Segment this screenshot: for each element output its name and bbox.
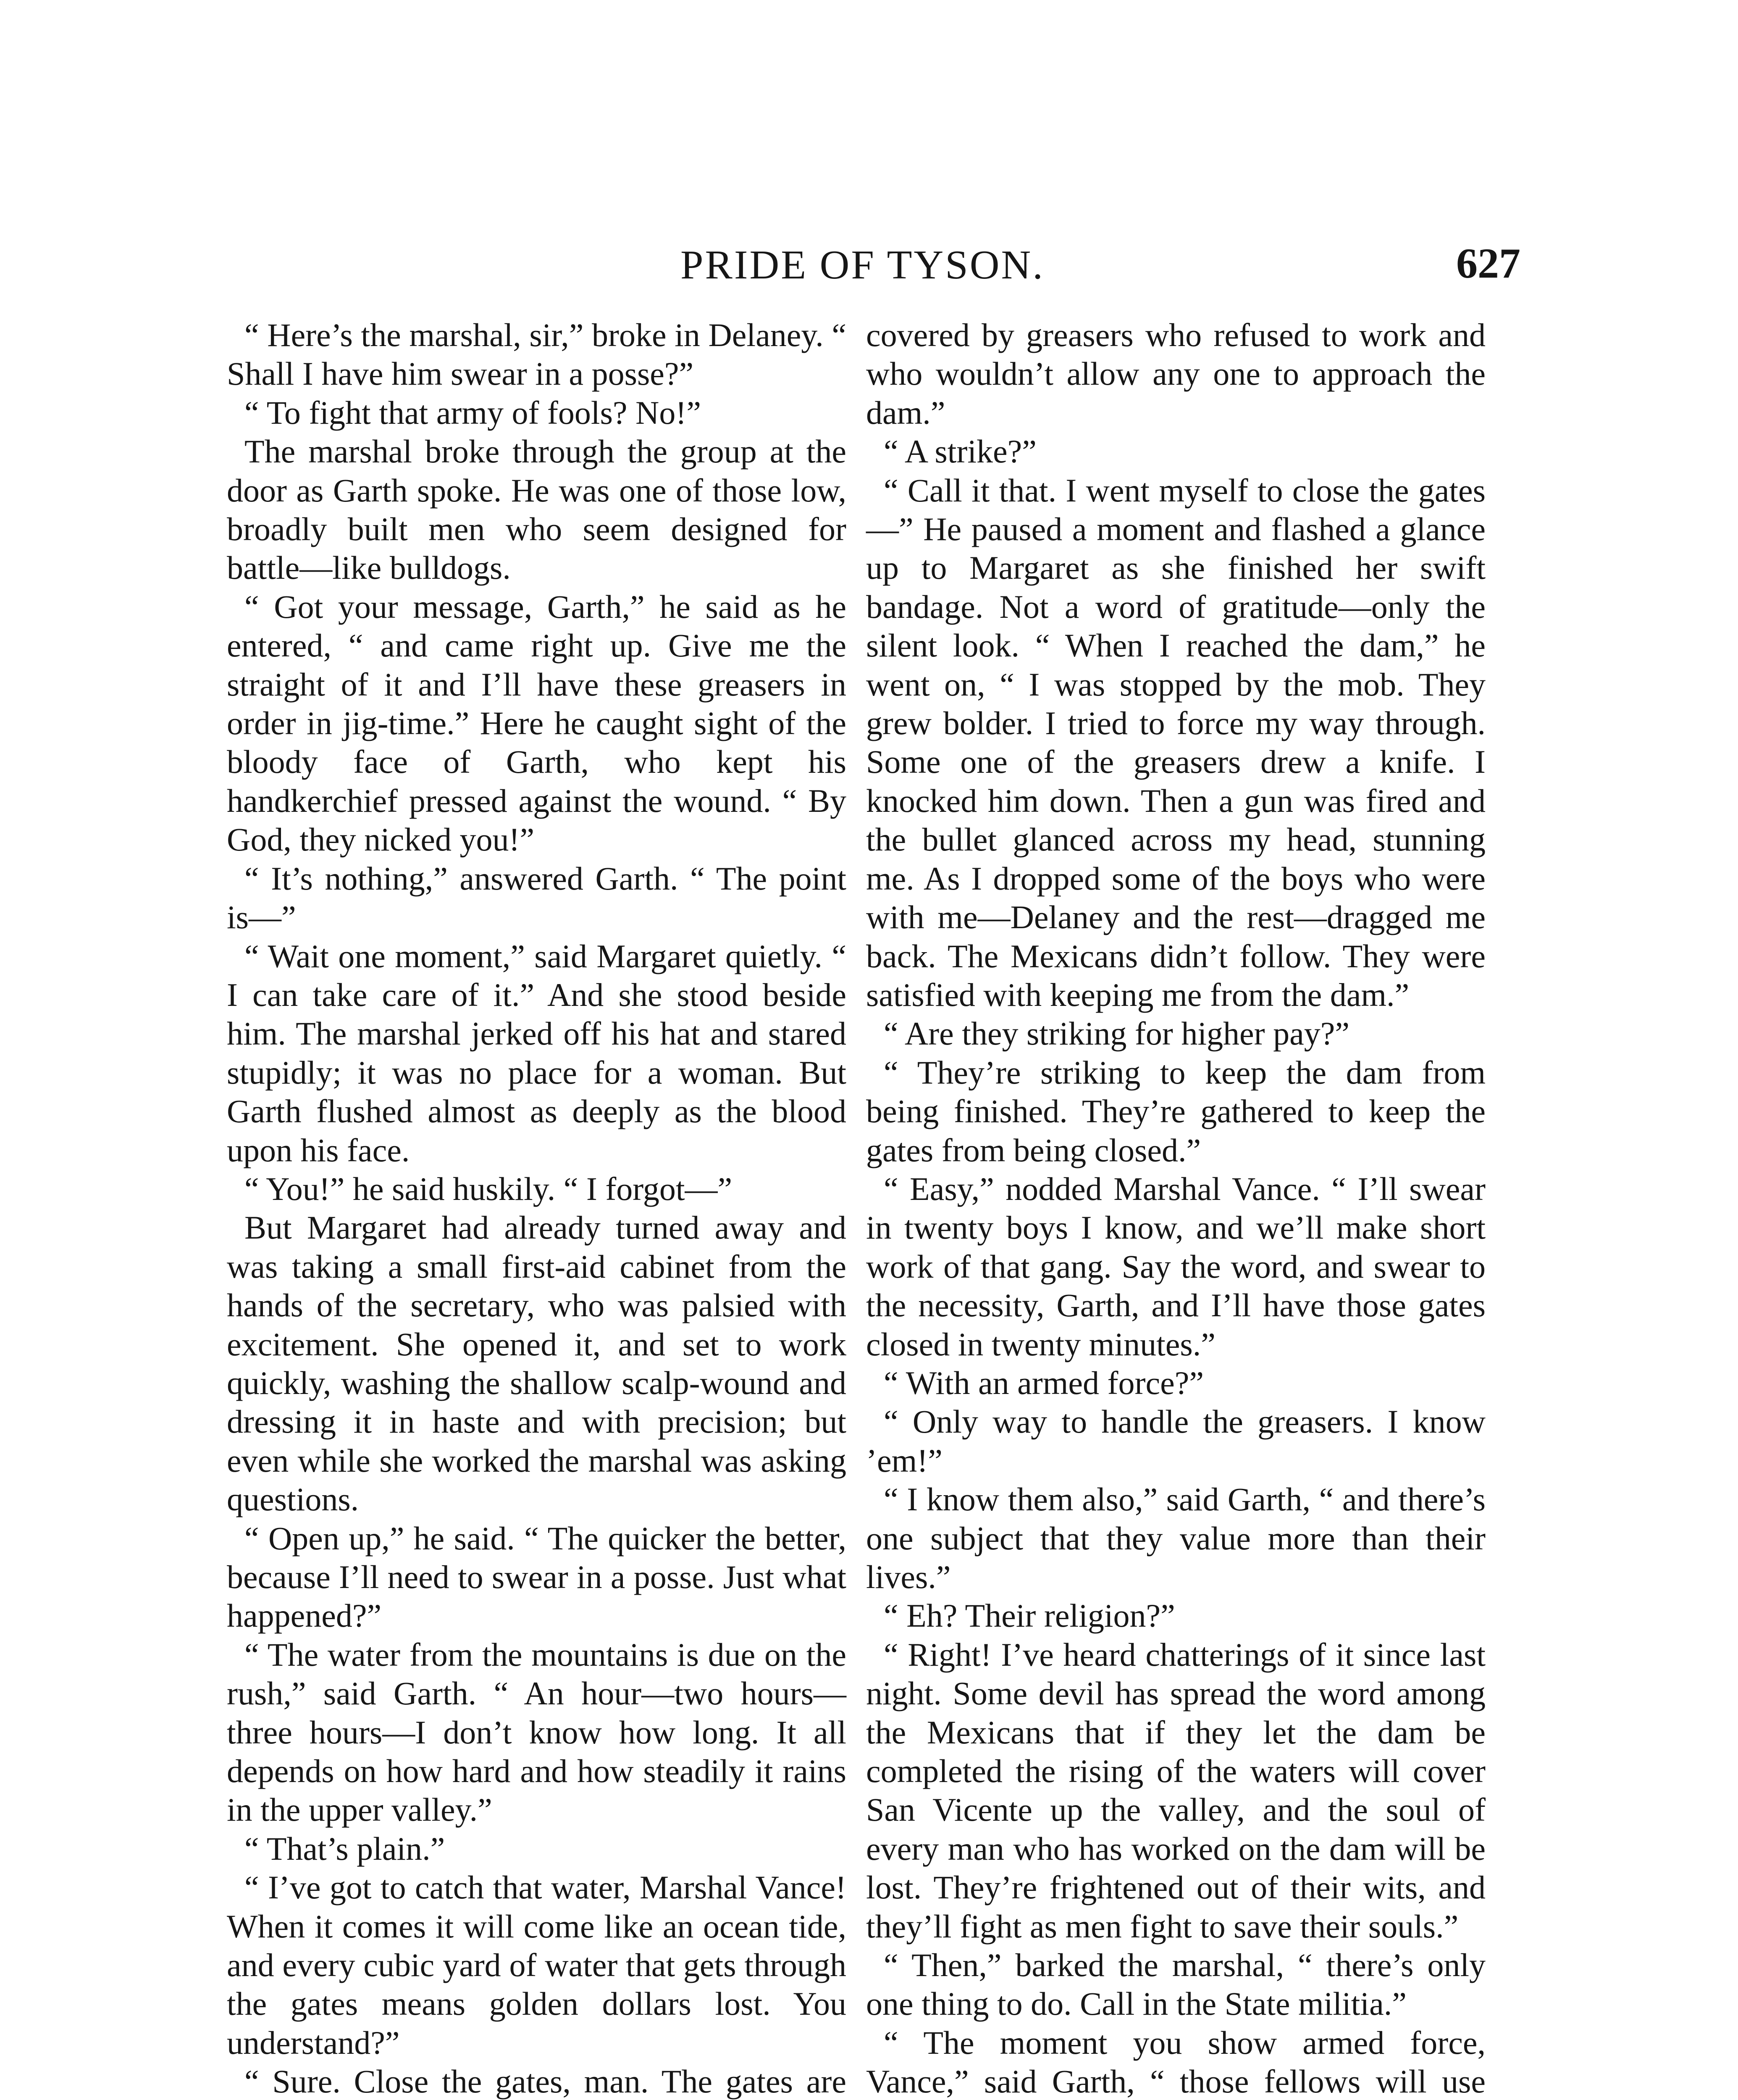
paragraph: “ It’s nothing,” answered Garth. “ The point is—” — [227, 860, 846, 936]
left-column — [227, 316, 846, 2100]
paragraph: “ They’re striking to keep the dam from being finished. They’re gathered to keep the gates from being closed.” — [866, 1054, 1486, 1168]
paragraph: “ Here’s the marshal, sir,” broke in Delaney. “ Shall I have him swear in a posse?” — [227, 317, 846, 392]
page-number: 627 — [1456, 240, 1520, 287]
paragraph: “ The moment you show armed force, Vance,” said Garth, “ those fellows will use — [866, 2024, 1486, 2100]
paragraph: “ A strike?” — [884, 433, 1037, 470]
paragraph: “ Eh? Their religion?” — [884, 1597, 1175, 1634]
paragraph-continuation: covered by greasers who refused to work and who wouldn’t allow any one to approach the dam.” — [866, 317, 1486, 431]
paragraph: “ Right! I’ve heard chatterings of it since last night. Some devil has spread the word among the Mexicans that if they let the dam be completed the rising of the waters will cover San Vicente up the valley, and the soul of every man who has worked on the dam will be lost. They’re frightened out of their wits, and they’ll fight as men fight to save their souls.” — [866, 1636, 1486, 1945]
right-column — [866, 316, 1486, 2100]
paragraph: “ Wait one moment,” said Margaret quietly. “ I can take care of it.” And she stood beside him. The marshal jerked off his hat and stared stupidly; it was no place for a woman. But Garth flushed almost as deeply as the blood upon his face. — [227, 937, 846, 1168]
paragraph: “ I know them also,” said Garth, “ and there’s one subject that they value more than their lives.” — [866, 1481, 1486, 1595]
paragraph: “ Sure. Close the gates, man. The gates are — [244, 2063, 846, 2100]
paragraph: “ You!” he said huskily. “ I forgot—” — [244, 1170, 732, 1207]
paragraph: “ Open up,” he said. “ The quicker the better, because I’ll need to swear in a posse. Just what happened?” — [227, 1520, 846, 1634]
paragraph: “ With an armed force?” — [884, 1364, 1204, 1401]
paragraph: “ Easy,” nodded Marshal Vance. “ I’ll swear in twenty boys I know, and we’ll make short work of that gang. Say the word, and swear to the necessity, Garth, and I’ll have those gates closed in twenty minutes.” — [866, 1170, 1486, 1362]
paragraph: “ That’s plain.” — [244, 1830, 445, 1867]
paragraph: The marshal broke through the group at the door as Garth spoke. He was one of those low, broadly built men who seem designed for battle—like bulldogs. — [227, 433, 846, 586]
running-title: PRIDE OF TYSON. — [680, 242, 1045, 288]
paragraph: “ Are they striking for higher pay?” — [884, 1015, 1349, 1052]
paragraph: “ To fight that army of fools? No!” — [244, 394, 701, 431]
paragraph: “ Call it that. I went myself to close the gates—” He paused a moment and flashed a glance up to Margaret as she finished her swift bandage. Not a word of gratitude—only the silent look. “ When I reached the dam,” he went on, “ I was stopped by the mob. They grew bolder. I tried to force my way through. Some one of the greasers drew a knife. I knocked him down. Then a gun was fired and the bullet glanced across my head, stunning me. As I dropped some of the boys who were with me—Delaney and the rest—dragged me back. The Mexicans didn’t follow. They were satisfied with keeping me from the dam.” — [866, 472, 1486, 1013]
paragraph: “ Got your message, Garth,” he said as he entered, “ and came right up. Give me the straight of it and I’ll have these greasers in order in jig-time.” Here he caught sight of the bloody face of Garth, who kept his handkerchief pressed against the wound. “ By God, they nicked you!” — [227, 588, 846, 858]
paragraph: “ I’ve got to catch that water, Marshal Vance! When it comes it will come like an ocean tide, and every cubic yard of water that gets through the gates means golden dollars lost. You understand?” — [227, 1869, 846, 2061]
page-header — [680, 242, 1520, 292]
paragraph: “ Only way to handle the greasers. I know ’em!” — [866, 1403, 1486, 1479]
paragraph: “ The water from the mountains is due on the rush,” said Garth. “ An hour—two hours—three hours—I don’t know how long. It all depends on how hard and how steadily it rains in the upper valley.” — [227, 1636, 846, 1828]
paragraph: “ Then,” barked the marshal, “ there’s only one thing to do. Call in the State militia.” — [866, 1947, 1486, 2022]
paragraph: But Margaret had already turned away and was taking a small first-aid cabinet from the hands of the secretary, who was palsied with excitement. She opened it, and set to work quickly, washing the shallow scalp-wound and dressing it in haste and with precision; but even while she worked the marshal was asking questions. — [227, 1209, 846, 1518]
